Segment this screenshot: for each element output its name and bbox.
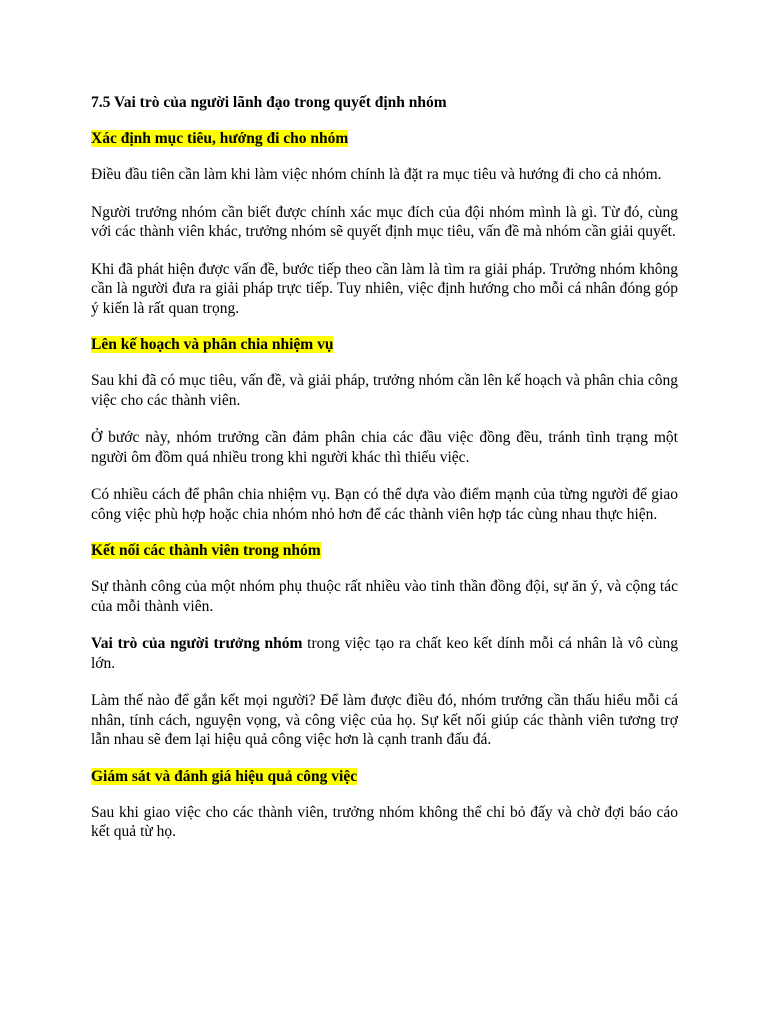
section-heading-monitoring (91, 766, 678, 787)
paragraph: Ở bước này, nhóm trưởng cần đảm phân chia các đầu việc đồng đều, tránh tình trạng một người ôm đồm quá nhiều trong khi người khác thì thiếu việc. (91, 429, 678, 466)
document-title: 7.5 Vai trò của người lãnh đạo trong quyết định nhóm (91, 94, 447, 111)
document-page (91, 92, 678, 860)
highlighted-heading-text: Kết nối các thành viên trong nhóm (91, 542, 321, 559)
paragraph: Sau khi đã có mục tiêu, vấn đề, và giải pháp, trưởng nhóm cần lên kế hoạch và phân chia công việc cho các thành viên. (91, 372, 678, 409)
paragraph: Sau khi giao việc cho các thành viên, trưởng nhóm không thể chỉ bỏ đấy và chờ đợi báo cáo kết quả từ họ. (91, 803, 678, 840)
paragraph: Điều đầu tiên cần làm khi làm việc nhóm chính là đặt ra mục tiêu và hướng đi cho cả nhóm. (91, 166, 662, 183)
section-heading-connecting (91, 540, 678, 561)
highlighted-heading-text: Lên kế hoạch và phân chia nhiệm vụ (91, 336, 334, 353)
paragraph: Làm thế nào để gắn kết mọi người? Để làm được điều đó, nhóm trưởng cần thấu hiểu mỗi cá nhân, tính cách, nguyện vọng, và công việc của họ. Sự kết nối giúp các thành viên tương trợ lẫn nhau sẽ đem lại hiệu quả công việc hơn là cạnh tranh đấu đá. (91, 692, 678, 748)
highlighted-heading-text: Xác định mục tiêu, hướng đi cho nhóm (91, 130, 349, 147)
paragraph: Sự thành công của một nhóm phụ thuộc rất nhiều vào tinh thần đồng đội, sự ăn ý, và cộng tác của mỗi thành viên. (91, 578, 678, 615)
highlighted-heading-text: Giám sát và đánh giá hiệu quả công việc (91, 767, 358, 785)
bold-lead-text: Vai trò của người trưởng nhóm (91, 635, 303, 652)
paragraph: Khi đã phát hiện được vấn đề, bước tiếp theo cần làm là tìm ra giải pháp. Trưởng nhóm không cần là người đưa ra giải pháp trực tiếp. Tuy nhiên, việc định hướng cho mỗi cá nhân đóng góp ý kiến là rất quan trọng. (91, 260, 678, 317)
paragraph-rest-text: trong việc tạo ra chất keo kết dính mỗi cá nhân là vô cùng lớn. (91, 635, 678, 672)
section-heading-goals (91, 128, 678, 149)
paragraph-bold-lead (91, 634, 678, 673)
paragraph: Người trưởng nhóm cần biết được chính xác mục đích của đội nhóm mình là gì. Từ đó, cùng với các thành viên khác, trưởng nhóm sẽ quyết định mục tiêu, vấn đề mà nhóm cần giải quyết. (91, 203, 678, 240)
section-heading-planning (91, 334, 678, 355)
paragraph: Có nhiều cách để phân chia nhiệm vụ. Bạn có thể dựa vào điểm mạnh của từng người để giao công việc phù hợp hoặc chia nhóm nhỏ hơn để các thành viên hợp tác cùng nhau thực hiện. (91, 486, 678, 523)
